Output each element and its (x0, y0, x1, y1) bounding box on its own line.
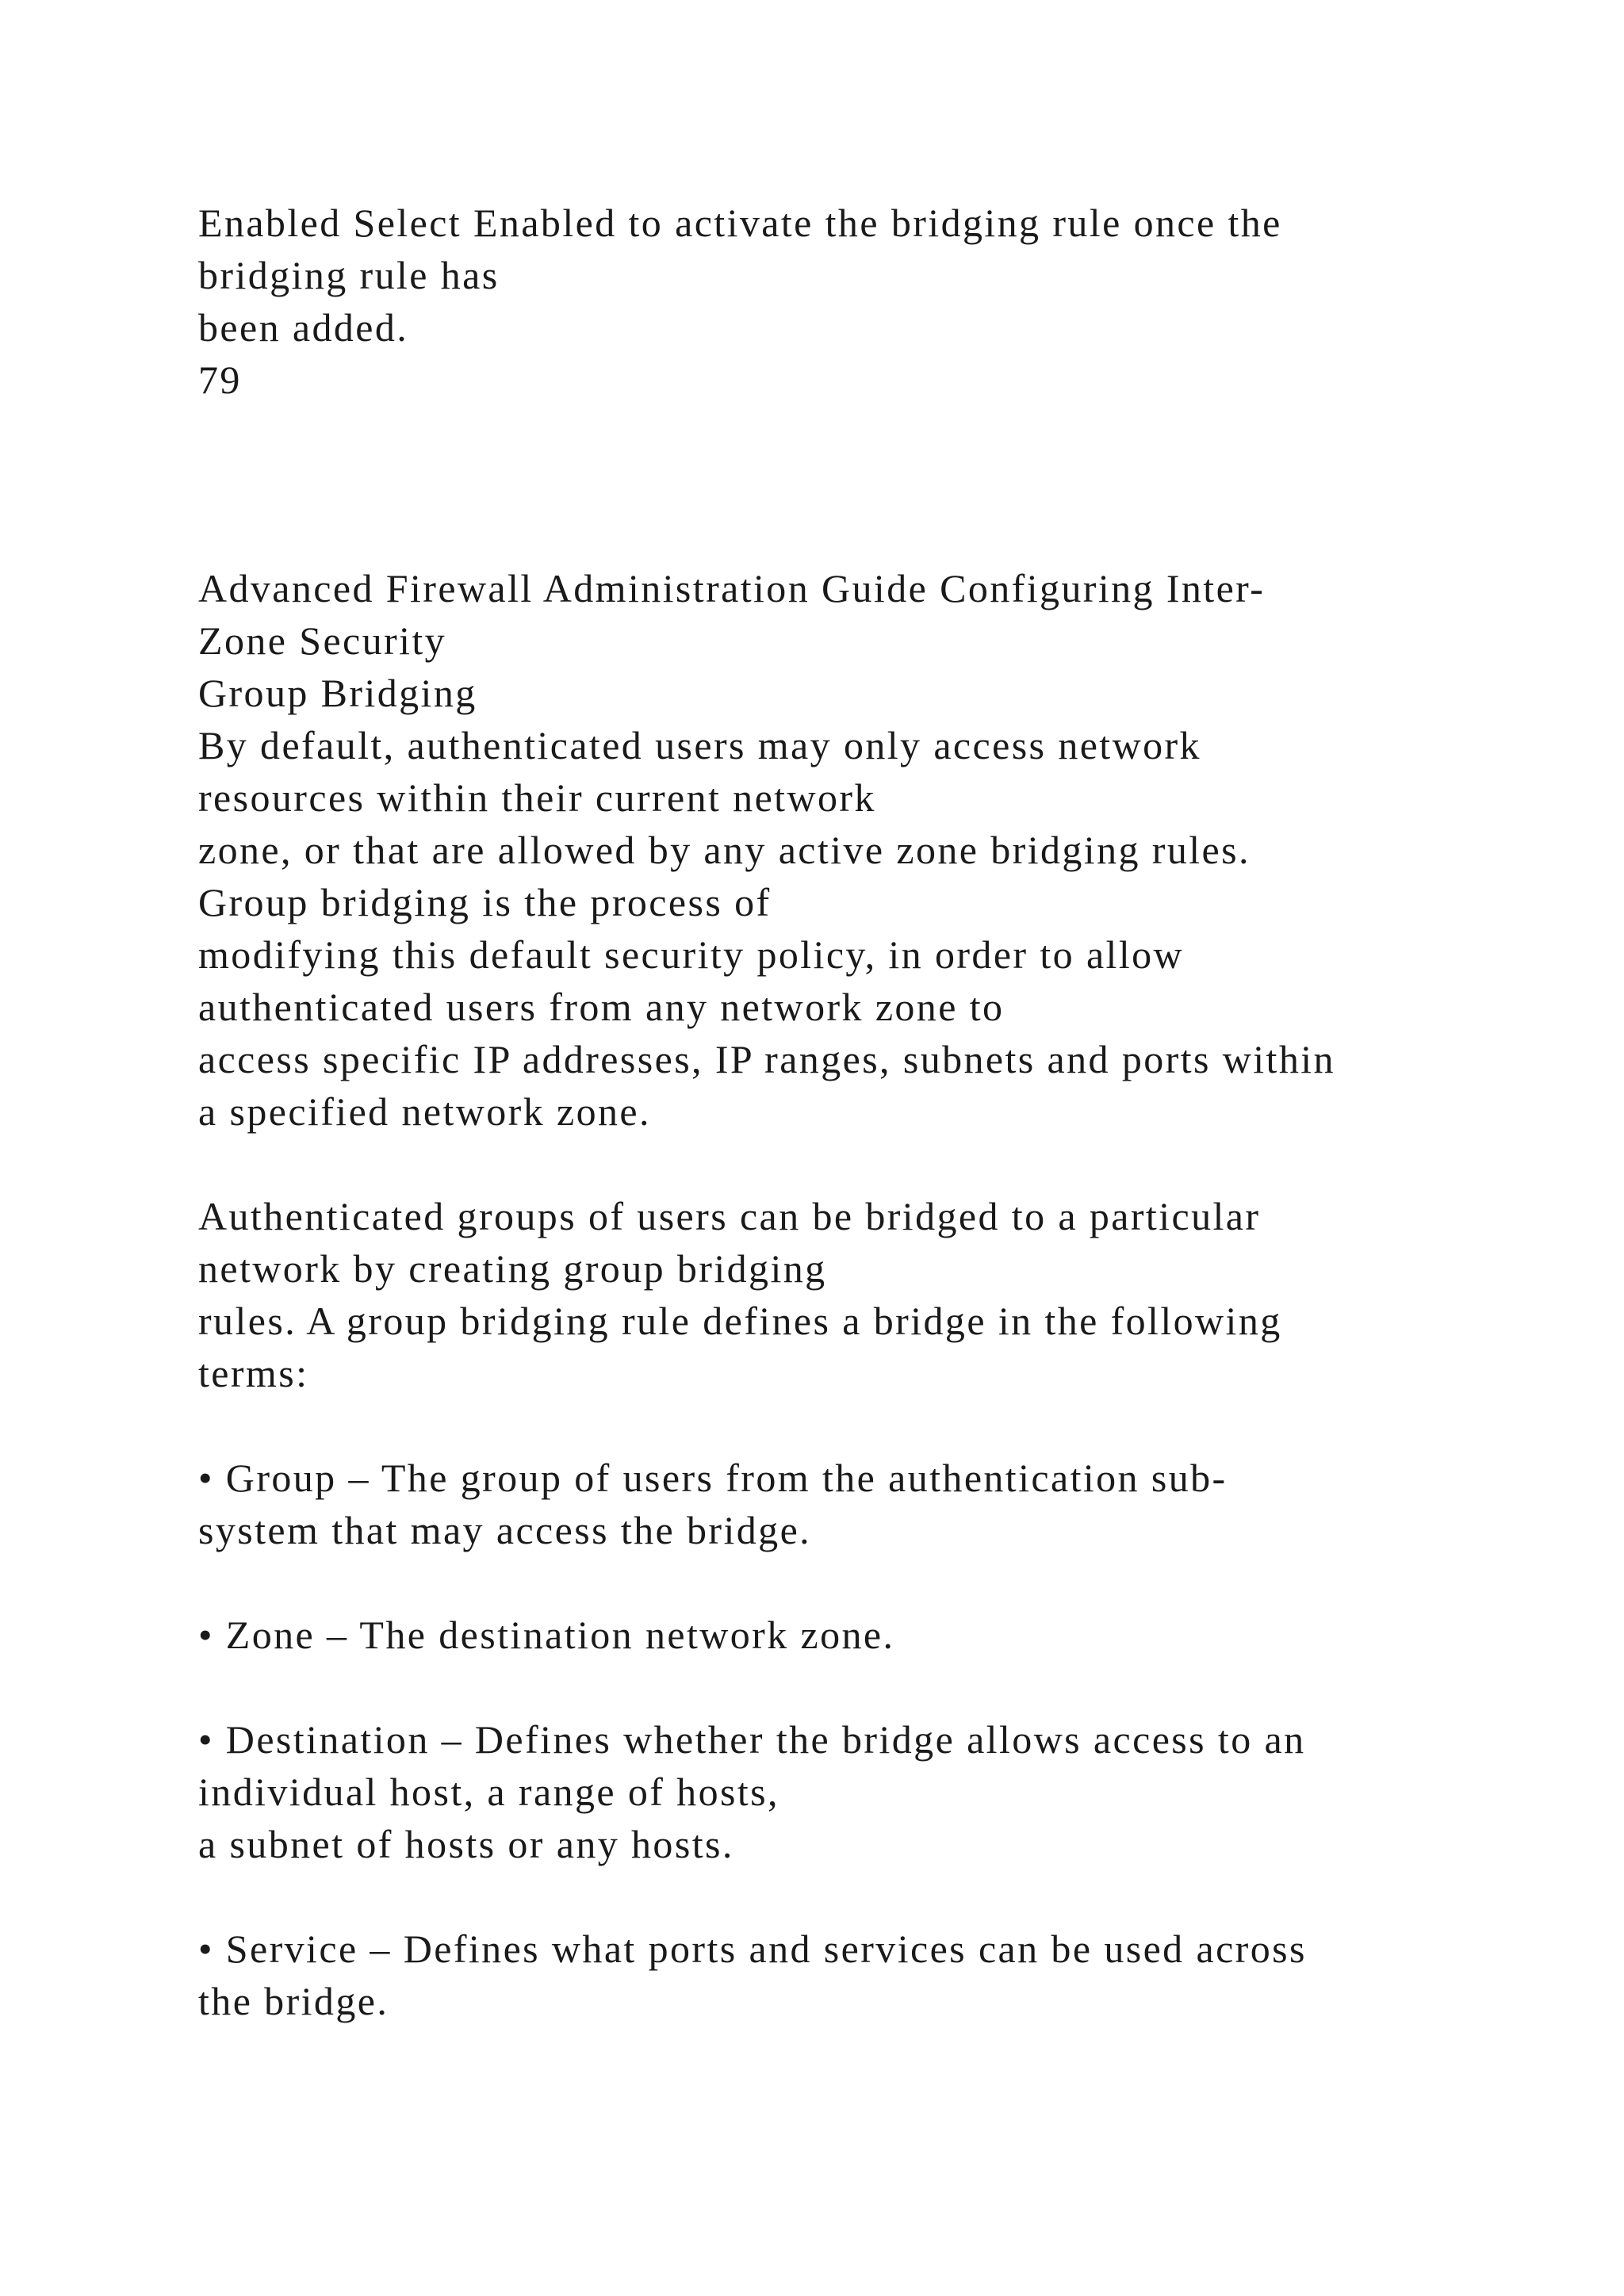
bullet-destination-continued: individual host, a range of hosts, (198, 1770, 779, 1814)
bullet-zone: • Zone – The destination network zone. (198, 1613, 895, 1657)
bullet-group: • Group – The group of users from the authentication sub- (198, 1456, 1228, 1500)
section-heading: Group Bridging (198, 671, 477, 715)
bullet-group-continued: system that may access the bridge. (198, 1508, 812, 1552)
text-line: By default, authenticated users may only access network (198, 723, 1201, 767)
text-line: Group bridging is the process of (198, 880, 772, 924)
text-line: terms: (198, 1351, 309, 1395)
text-line: access specific IP addresses, IP ranges, subnets and ports within (198, 1037, 1335, 1081)
bullet-destination-continued: a subnet of hosts or any hosts. (198, 1822, 734, 1866)
text-line: Advanced Firewall Administration Guide Configuring Inter- (198, 566, 1266, 610)
text-line: a specified network zone. (198, 1089, 651, 1134)
text-line: Authenticated groups of users can be bridged to a particular (198, 1194, 1261, 1238)
text-line: rules. A group bridging rule defines a bridge in the following (198, 1299, 1282, 1343)
bullet-service-continued: the bridge. (198, 1979, 389, 2023)
bullet-destination: • Destination – Defines whether the bridge allows access to an (198, 1717, 1306, 1762)
page-number: 79 (198, 358, 242, 402)
text-line: been added. (198, 305, 409, 350)
text-line: Enabled Select Enabled to activate the bridging rule once the (198, 201, 1282, 245)
text-line: authenticated users from any network zone to (198, 985, 1005, 1029)
text-line: modifying this default security policy, in order to allow (198, 932, 1185, 977)
text-line: bridging rule has (198, 253, 500, 297)
bullet-service: • Service – Defines what ports and services can be used across (198, 1927, 1307, 1971)
text-line: network by creating group bridging (198, 1246, 827, 1291)
text-line: Zone Security (198, 618, 447, 663)
text-line: zone, or that are allowed by any active zone bridging rules. (198, 828, 1251, 872)
text-line: resources within their current network (198, 775, 876, 820)
